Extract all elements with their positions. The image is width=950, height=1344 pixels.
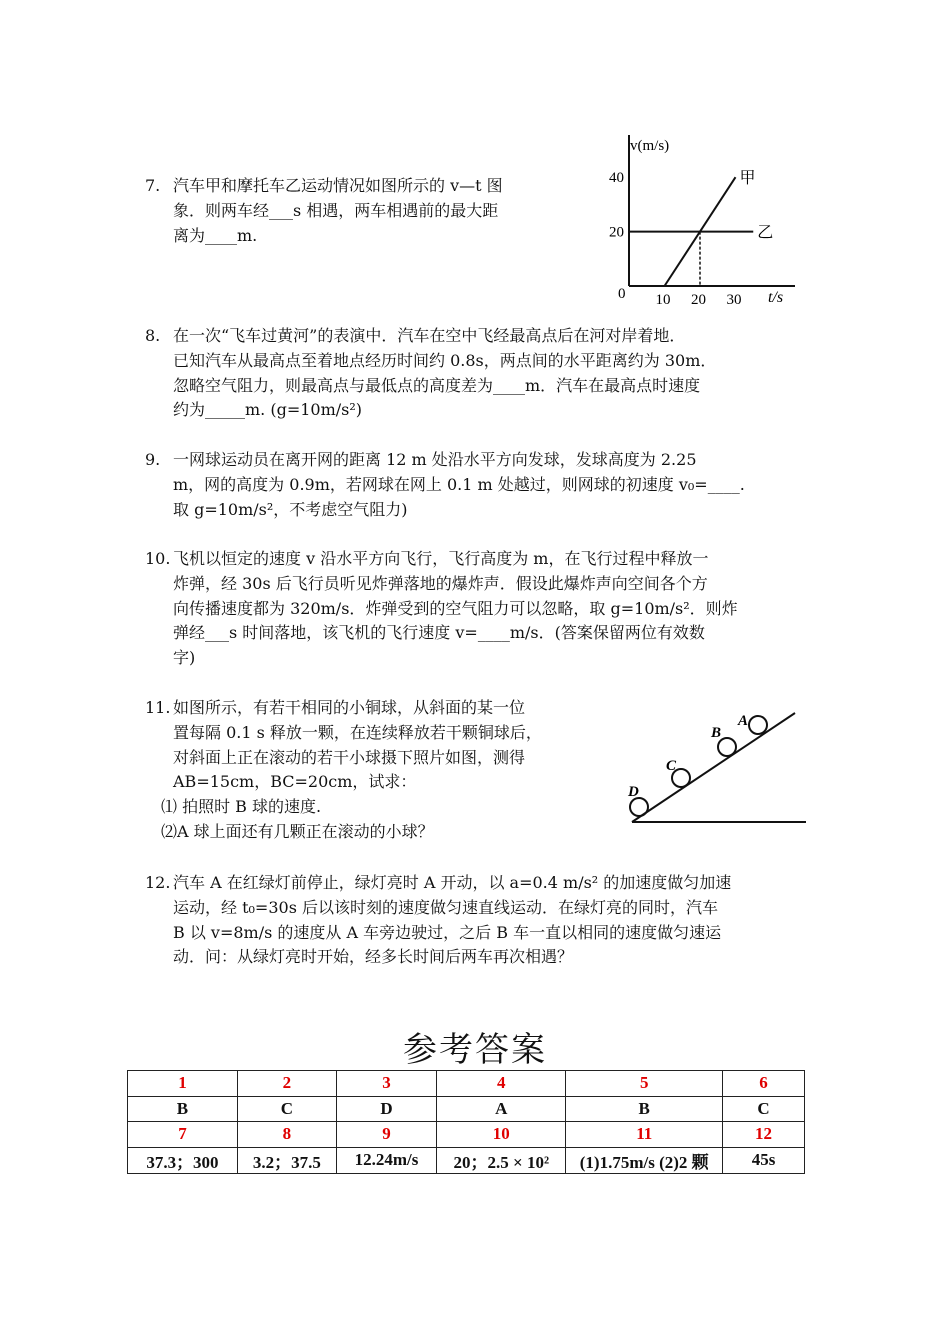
question-line: 运动，经 t₀=30s 后以该时刻的速度做匀速直线运动．在绿灯亮的同时，汽车 — [173, 897, 718, 917]
incline-figure — [620, 700, 815, 830]
series-label: 甲 — [739, 170, 756, 188]
question-11 — [145, 696, 542, 845]
question-line: 弹经___s 时间落地，该飞机的飞行速度 v=____m/s．(答案保留两位有效数 — [173, 623, 705, 643]
answer-cell: C — [237, 1096, 336, 1122]
answer-cell: B — [128, 1096, 238, 1122]
label-d: D — [628, 784, 639, 800]
question-number-cell: 12 — [723, 1122, 805, 1148]
question-line: 在一次“飞车过黄河”的表演中．汽车在空中飞经最高点后在河对岸着地． — [173, 326, 686, 345]
answer-cell: 37.3；300 — [128, 1147, 238, 1173]
answer-cell: 20；2.5 × 10² — [437, 1147, 566, 1173]
question-line: 约为_____m. (g=10m/s²) — [173, 400, 363, 420]
label-c: C — [666, 758, 677, 774]
answer-cell: D — [336, 1096, 436, 1122]
answer-cell: (1)1.75m/s (2)2 颗 — [566, 1147, 723, 1173]
question-line: 汽车甲和摩托车乙运动情况如图所示的 v—t 图 — [173, 176, 503, 195]
label-a: A — [738, 713, 749, 729]
answer-cell: A — [437, 1096, 566, 1122]
question-line: 字) — [173, 648, 196, 668]
question-number-cell: 10 — [437, 1122, 566, 1148]
question-number: 8. — [145, 326, 161, 345]
table-row — [128, 1147, 805, 1173]
question-line: 取 g=10m/s²，不考虑空气阻力) — [173, 499, 408, 519]
answer-cell: C — [723, 1096, 805, 1122]
answer-cell: 12.24m/s — [336, 1147, 436, 1173]
answer-cell: 3.2；37.5 — [237, 1147, 336, 1173]
question-line: 动．问：从绿灯亮时开始，经多长时间后两车再次相遇？ — [173, 947, 574, 967]
y-tick-label: 20 — [609, 224, 624, 241]
question-line: 如图所示，有若干相同的小铜球，从斜面的某一位 — [173, 698, 526, 717]
question-line: B 以 v=8m/s 的速度从 A 车旁边驶过，之后 B 车一直以相同的速度做匀速运 — [173, 922, 722, 942]
question-line: m，网的高度为 0.9m，若网球在网上 0.1 m 处越过，则网球的初速度 v₀=____. — [173, 474, 745, 494]
question-number-cell: 3 — [336, 1071, 436, 1097]
question-number-cell: 2 — [237, 1071, 336, 1097]
question-number: 12. — [145, 873, 171, 892]
sub-question: ⑴ 拍照时 B 球的速度. — [161, 797, 322, 817]
question-number: 11. — [145, 698, 171, 717]
vt-graph — [600, 130, 815, 310]
question-line: 忽略空气阻力，则最高点与最低点的高度差为____m．汽车在最高点时速度 — [173, 375, 701, 395]
table-row — [128, 1071, 805, 1097]
label-b: B — [711, 725, 722, 741]
question-line: 向传播速度都为 320m/s．炸弹受到的空气阻力可以忽略，取 g=10m/s²．则炸 — [173, 598, 738, 618]
y-tick-label: 40 — [609, 170, 624, 187]
question-number: 10. — [145, 549, 171, 568]
question-12 — [145, 871, 731, 970]
question-10 — [145, 547, 738, 671]
x-axis-label: t/s — [768, 289, 784, 306]
question-line: 对斜面上正在滚动的若干小球摄下照片如图，测得 — [173, 747, 526, 767]
sub-question: ⑵A 球上面还有几颗正在滚动的小球？ — [161, 821, 434, 841]
question-number-cell: 4 — [437, 1071, 566, 1097]
question-9 — [145, 448, 745, 522]
table-row — [128, 1096, 805, 1122]
question-number-cell: 8 — [237, 1122, 336, 1148]
question-number-cell: 11 — [566, 1122, 723, 1148]
answer-cell: 45s — [723, 1147, 805, 1173]
answers-table — [127, 1070, 805, 1174]
y-axis-label: v(m/s) — [630, 138, 670, 154]
ball-d — [630, 798, 648, 816]
question-number: 9. — [145, 450, 161, 469]
question-line: 汽车 A 在红绿灯前停止，绿灯亮时 A 开动，以 a=0.4 m/s² 的加速度做匀加速 — [173, 873, 732, 892]
question-line: 象．则两车经___s 相遇，两车相遇前的最大距 — [173, 200, 499, 220]
question-line: 置每隔 0.1 s 释放一颗，在连续释放若干颗铜球后， — [173, 722, 542, 742]
question-7 — [145, 174, 503, 248]
question-8 — [145, 324, 716, 423]
question-line: 一网球运动员在离开网的距离 12 m 处沿水平方向发球，发球高度为 2.25 — [173, 450, 697, 469]
question-number-cell: 7 — [128, 1122, 238, 1148]
question-line: AB=15cm，BC=20cm，试求： — [173, 772, 417, 792]
question-number-cell: 1 — [128, 1071, 238, 1097]
series-label: 乙 — [757, 224, 774, 242]
question-line: 已知汽车从最高点至着地点经历时间约 0.8s，两点间的水平距离约为 30m． — [173, 350, 717, 370]
x-tick-label: 10 — [655, 292, 671, 308]
question-line: 离为____m. — [173, 225, 258, 245]
answer-cell: B — [566, 1096, 723, 1122]
question-number-cell: 9 — [336, 1122, 436, 1148]
ball-a — [749, 716, 767, 734]
x-tick-label: 30 — [726, 292, 742, 308]
question-number: 7. — [145, 176, 161, 195]
origin-label: 0 — [618, 286, 626, 302]
answers-title: 参考答案 — [403, 1030, 547, 1070]
question-line: 炸弹，经 30s 后飞行员听见炸弹落地的爆炸声．假设此爆炸声向空间各个方 — [173, 573, 708, 593]
question-line: 飞机以恒定的速度 v 沿水平方向飞行，飞行高度为 m，在飞行过程中释放一 — [173, 549, 709, 568]
table-row — [128, 1122, 805, 1148]
question-number-cell: 5 — [566, 1071, 723, 1097]
x-tick-label: 20 — [691, 292, 706, 308]
question-number-cell: 6 — [723, 1071, 805, 1097]
